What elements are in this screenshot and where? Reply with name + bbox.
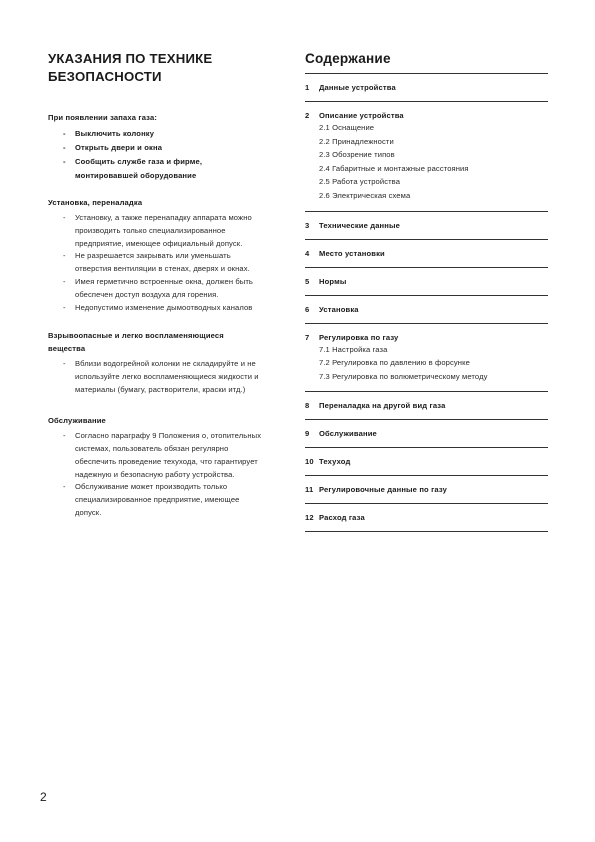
- gas-item-line: Сообщить службе газа и фирме,: [75, 156, 203, 166]
- explosive-line: Вблизи водогрейной колонки не складируйте и не: [75, 359, 256, 369]
- explosive-heading-line: Взрывоопасные и легко воспламеняющиеся: [48, 331, 224, 341]
- toc-subentry: 2.4 Габаритные и монтажные расстояния: [319, 163, 469, 173]
- toc-entry: [305, 248, 548, 259]
- installation-item: [63, 250, 288, 276]
- toc-section-12: [305, 504, 548, 532]
- toc-entry: [305, 456, 548, 467]
- service-section: [48, 415, 288, 520]
- toc-section-1: [305, 74, 548, 102]
- toc-number: 2: [305, 111, 310, 120]
- toc-subentry: 2.5 Работа устройства: [319, 177, 401, 187]
- gas-item: [63, 155, 288, 183]
- toc-entry: [305, 304, 548, 315]
- installation-line: Не разрешается закрывать или уменьшать: [75, 251, 231, 261]
- installation-line: Имея герметично встроенные окна, должен быть: [75, 276, 253, 286]
- toc-number: 6: [305, 304, 310, 314]
- explosive-list: [63, 358, 288, 396]
- installation-item: [63, 212, 288, 250]
- toc-subentry: 7.3 Регулировка по волюметрическому методу: [319, 371, 488, 381]
- toc-label: Регулировка по газу: [319, 332, 399, 342]
- explosive-item: [63, 358, 288, 396]
- gas-smell-section: [48, 112, 288, 183]
- toc-entry: [305, 400, 548, 411]
- service-item: [63, 430, 288, 481]
- installation-line: предприятие, имеющее официальный допуск.: [75, 238, 243, 248]
- toc-number: 5: [305, 276, 310, 286]
- toc-entry: [305, 110, 548, 121]
- installation-section: [48, 197, 288, 315]
- toc-subentry: 2.1 Оснащение: [319, 123, 375, 132]
- toc-label: Переналадка на другой вид газа: [319, 401, 446, 411]
- service-item: [63, 481, 288, 519]
- toc-entry: [305, 82, 548, 93]
- explosive-heading-line: вещества: [48, 343, 86, 353]
- explosive-heading: [48, 330, 288, 355]
- toc-title: Содержание: [305, 51, 391, 66]
- installation-line: отверстия вентиляции в стенах, дверях и окнах.: [75, 264, 250, 274]
- service-line: допуск.: [75, 508, 102, 518]
- installation-item: [63, 302, 288, 315]
- gas-item: - Выключить колонку: [63, 127, 288, 141]
- safety-title-line-1: УКАЗАНИЯ ПО ТЕХНИКЕ: [48, 51, 213, 66]
- toc-section-2: [305, 102, 548, 212]
- gas-smell-list: [63, 127, 288, 183]
- installation-list: [63, 212, 288, 314]
- installation-item: [63, 276, 288, 302]
- toc-label: Установка: [319, 304, 359, 314]
- service-line: Обслуживание может производить только: [75, 482, 228, 492]
- toc-section-11: [305, 476, 548, 504]
- toc-label: Описание устройства: [319, 111, 404, 120]
- toc-number: 12: [305, 513, 314, 523]
- toc-subentry: 2.6 Электрическая схема: [319, 190, 411, 200]
- installation-line: Недопустимо изменение дымоотводных каналов: [75, 302, 253, 312]
- table-of-contents: [305, 50, 548, 532]
- toc-label: Технические данные: [319, 220, 401, 230]
- service-heading: Обслуживание: [48, 415, 106, 425]
- page-number: 2: [40, 790, 47, 804]
- toc-label: Обслуживание: [319, 429, 377, 439]
- toc-entry: [305, 220, 548, 231]
- toc-label: Техуход: [319, 457, 351, 467]
- toc-subentry: 2.3 Обозрение типов: [319, 150, 395, 160]
- gas-smell-heading: При появлении запаха газа:: [48, 113, 158, 122]
- toc-entry: [305, 512, 548, 523]
- service-line: обеспечить проведение техухода, что гарантирует: [75, 456, 258, 466]
- service-line: специализированное предприятие, имеющее: [75, 495, 240, 505]
- safety-title: [48, 50, 288, 86]
- explosive-section: [48, 330, 288, 396]
- toc-number: 8: [305, 401, 310, 411]
- toc-label: Расход газа: [319, 513, 365, 523]
- toc-number: 10: [305, 457, 314, 467]
- toc-section-3: [305, 212, 548, 240]
- toc-section-6: [305, 296, 548, 324]
- toc-section-4: [305, 240, 548, 268]
- toc-section-7: [305, 324, 548, 393]
- installation-line: производить только специализированное: [75, 225, 226, 235]
- safety-title-line-2: БЕЗОПАСНОСТИ: [48, 69, 162, 84]
- toc-entry: [305, 276, 548, 287]
- toc-entry: [305, 332, 548, 343]
- service-list: [63, 430, 288, 520]
- gas-item-line: монтировавшей оборудование: [75, 170, 197, 180]
- installation-line: обеспечен доступ воздуха для горения.: [75, 289, 219, 299]
- toc-label: Регулировочные данные по газу: [319, 485, 447, 495]
- toc-number: 1: [305, 83, 310, 92]
- installation-heading: Установка, переналадка: [48, 197, 143, 207]
- toc-entry: [305, 428, 548, 439]
- safety-column: [48, 50, 288, 520]
- toc-number: 7: [305, 332, 310, 342]
- service-line: Согласно параграфу 9 Положения о, отопительных: [75, 431, 262, 441]
- toc-number: 3: [305, 220, 310, 230]
- toc-number: 4: [305, 248, 310, 258]
- service-line: надежную и безопасную работу устройства.: [75, 469, 235, 479]
- explosive-line: используйте легко воспламеняющиеся жидкости и: [75, 372, 259, 382]
- explosive-line: материалы (бумагу, растворители, краски итд.): [75, 384, 246, 394]
- toc-section-9: [305, 420, 548, 448]
- toc-entry: [305, 484, 548, 495]
- toc-number: 9: [305, 429, 310, 439]
- toc-subentry: 7.2 Регулировка по давлению в форсунке: [319, 358, 470, 368]
- toc-number: 11: [305, 485, 314, 495]
- toc-section-8: [305, 392, 548, 420]
- gas-item: - Открыть двери и окна: [63, 141, 288, 155]
- toc-subentry: 7.1 Настройка газа: [319, 344, 388, 354]
- toc-section-10: [305, 448, 548, 476]
- installation-line: Установку, а также перенападку аппарата можно: [75, 213, 252, 222]
- toc-label: Данные устройства: [319, 83, 396, 92]
- toc-label: Место установки: [319, 248, 385, 258]
- toc-subentry: 2.2 Принадлежности: [319, 136, 394, 146]
- toc-label: Нормы: [319, 276, 347, 286]
- service-line: системах, пользователь обязан регулярно: [75, 444, 229, 454]
- toc-section-5: [305, 268, 548, 296]
